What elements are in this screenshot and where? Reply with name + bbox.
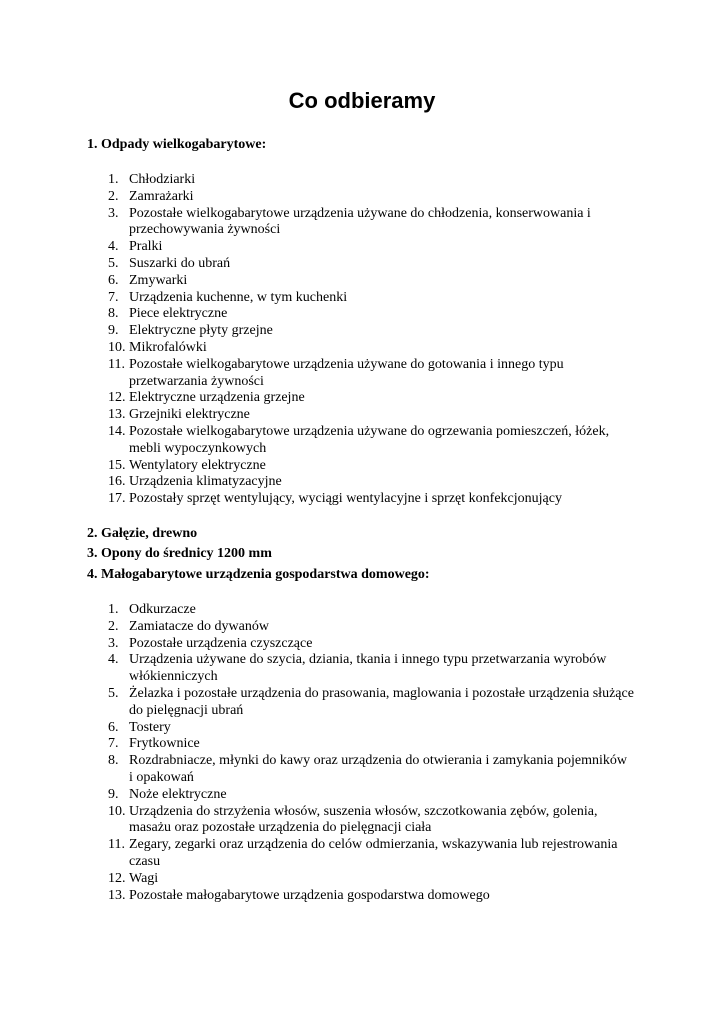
item-number: 10. bbox=[108, 803, 126, 819]
item-number: 1. bbox=[108, 602, 119, 617]
section-4-list bbox=[0, 602, 724, 904]
item-number: 5. bbox=[108, 255, 119, 271]
item-number: 8. bbox=[108, 753, 119, 769]
list-item bbox=[0, 686, 724, 720]
list-item bbox=[0, 407, 724, 424]
list-item bbox=[0, 256, 724, 273]
list-item bbox=[0, 736, 724, 753]
item-text: Grzejniki elektryczne bbox=[129, 407, 250, 423]
list-item bbox=[0, 306, 724, 323]
item-text: Zmywarki bbox=[129, 272, 188, 288]
list-item bbox=[0, 273, 724, 290]
list-item bbox=[0, 837, 724, 871]
item-text: Urządzenia używane do szycia, dziania, tkania i innego typu przetwarzania wyrobów włókienniczych bbox=[129, 652, 607, 685]
item-text: Zegary, zegarki oraz urządzenia do celów odmierzania, wskazywania lub rejestrowania czasu bbox=[129, 837, 618, 869]
item-number: 4. bbox=[108, 652, 119, 668]
list-item bbox=[0, 357, 724, 391]
item-text: Odkurzacze bbox=[129, 602, 196, 617]
list-item bbox=[0, 636, 724, 653]
item-number: 6. bbox=[108, 719, 119, 735]
item-number: 2. bbox=[108, 618, 119, 634]
item-number: 9. bbox=[108, 786, 119, 802]
item-text: Pozostałe wielkogabarytowe urządzenia używane do chłodzenia, konserwowania i przechowywania żywności bbox=[129, 205, 591, 238]
item-text: Pralki bbox=[129, 239, 163, 255]
item-text: Wentylatory elektryczne bbox=[129, 457, 266, 473]
list-item bbox=[0, 871, 724, 888]
item-text: Wagi bbox=[129, 870, 159, 886]
list-item bbox=[0, 323, 724, 340]
item-number: 7. bbox=[108, 736, 119, 752]
item-number: 14. bbox=[108, 423, 126, 439]
list-item bbox=[0, 189, 724, 206]
list-item bbox=[0, 290, 724, 307]
item-number: 3. bbox=[108, 205, 119, 221]
item-number: 13. bbox=[108, 407, 126, 423]
item-number: 8. bbox=[108, 306, 119, 322]
item-text: Urządzenia kuchenne, w tym kuchenki bbox=[129, 289, 348, 305]
item-text: Piece elektryczne bbox=[129, 306, 228, 322]
item-text: Pozostałe wielkogabarytowe urządzenia używane do ogrzewania pomieszczeń, łóżek, mebli wypoczynkowych bbox=[129, 423, 610, 456]
item-number: 4. bbox=[108, 239, 119, 255]
item-number: 5. bbox=[108, 685, 119, 701]
item-number: 13. bbox=[108, 887, 126, 903]
list-item bbox=[0, 652, 724, 686]
list-item bbox=[0, 206, 724, 240]
item-text: Chłodziarki bbox=[129, 172, 196, 187]
list-item bbox=[0, 888, 724, 905]
list-item bbox=[0, 172, 724, 189]
item-number: 7. bbox=[108, 289, 119, 305]
item-number: 1. bbox=[108, 172, 119, 187]
item-number: 11. bbox=[108, 837, 125, 853]
item-number: 12. bbox=[108, 390, 126, 406]
item-text: Frytkownice bbox=[129, 736, 200, 752]
item-text: Żelazka i pozostałe urządzenia do prasowania, maglowania i pozostałe urządzenia służące do pielęgnacji ubrań bbox=[129, 685, 634, 718]
item-number: 12. bbox=[108, 870, 126, 886]
item-text: Elektryczne płyty grzejne bbox=[129, 323, 273, 339]
item-text: Pozostałe małogabarytowe urządzenia gospodarstwa domowego bbox=[129, 887, 490, 903]
item-text: Pozostałe urządzenia czyszczące bbox=[129, 635, 313, 651]
item-number: 9. bbox=[108, 323, 119, 339]
item-number: 10. bbox=[108, 339, 126, 355]
item-text: Urządzenia do strzyżenia włosów, suszenia włosów, szczotkowania zębów, golenia, masażu oraz pozostałe urządzenia do pielęgnacji ciała bbox=[129, 803, 598, 836]
section-heading-2: 2. Gałęzie, drewno bbox=[87, 526, 198, 541]
item-number: 11. bbox=[108, 356, 125, 372]
section-heading-1: 1. Odpady wielkogabarytowe: bbox=[87, 137, 267, 152]
item-number: 2. bbox=[108, 188, 119, 204]
list-item bbox=[0, 474, 724, 491]
item-text: Mikrofalówki bbox=[129, 339, 207, 355]
list-item bbox=[0, 720, 724, 737]
list-item bbox=[0, 804, 724, 838]
item-text: Noże elektryczne bbox=[129, 786, 227, 802]
item-number: 3. bbox=[108, 635, 119, 651]
item-text: Zamrażarki bbox=[129, 188, 194, 204]
list-item bbox=[0, 340, 724, 357]
section-1-list bbox=[0, 172, 724, 508]
page-title: Co odbieramy bbox=[288, 88, 436, 113]
list-item bbox=[0, 458, 724, 475]
section-heading-3: 3. Opony do średnicy 1200 mm bbox=[87, 546, 272, 561]
list-item bbox=[0, 753, 724, 787]
item-text: Zamiatacze do dywanów bbox=[129, 618, 269, 634]
item-text: Elektryczne urządzenia grzejne bbox=[129, 390, 305, 406]
item-text: Suszarki do ubrań bbox=[129, 255, 231, 271]
list-item bbox=[0, 390, 724, 407]
list-item bbox=[0, 424, 724, 458]
item-number: 6. bbox=[108, 272, 119, 288]
item-number: 16. bbox=[108, 474, 126, 490]
list-item bbox=[0, 787, 724, 804]
item-text: Urządzenia klimatyzacyjne bbox=[129, 474, 282, 490]
item-text: Pozostały sprzęt wentylujący, wyciągi wentylacyjne i sprzęt konfekcjonujący bbox=[129, 491, 562, 507]
item-text: Pozostałe wielkogabarytowe urządzenia używane do gotowania i innego typu przetwarzania żywności bbox=[129, 356, 564, 389]
item-number: 15. bbox=[108, 457, 126, 473]
item-number: 17. bbox=[108, 491, 126, 507]
section-heading-4: 4. Małogabarytowe urządzenia gospodarstwa domowego: bbox=[87, 567, 430, 582]
list-item bbox=[0, 619, 724, 636]
list-item bbox=[0, 491, 724, 508]
item-text: Tostery bbox=[129, 719, 171, 735]
list-item bbox=[0, 239, 724, 256]
list-item bbox=[0, 602, 724, 619]
item-text: Rozdrabniacze, młynki do kawy oraz urządzenia do otwierania i zamykania pojemników i opakowań bbox=[129, 753, 627, 785]
